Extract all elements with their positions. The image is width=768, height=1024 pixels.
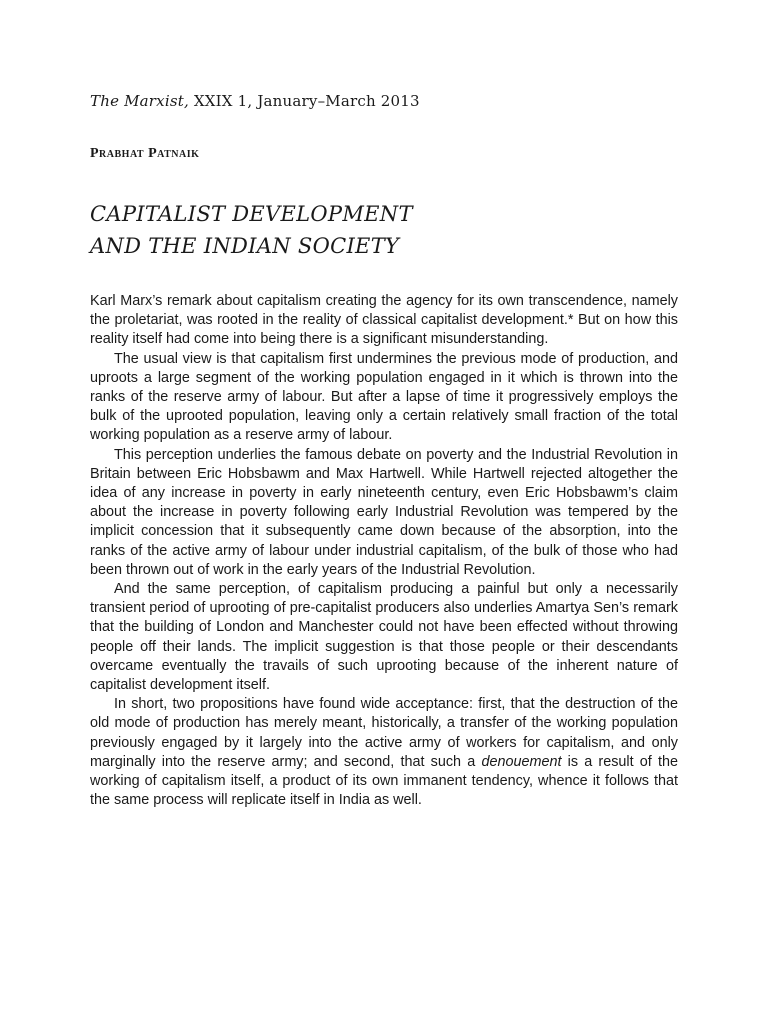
paragraph-2: The usual view is that capitalism first undermines the previous mode of production, and uproots a large segment of the working population engaged in it which is thrown into the ranks of the reserve army of labour. But after a lapse of time it progressively employs the bulk of the uprooted population, leaving only a certain relatively small fraction of the total working population as a reserve army of labour.: [90, 350, 678, 444]
paragraph-5: [90, 695, 678, 810]
journal-citation: [90, 92, 420, 110]
paragraph-4: And the same perception, of capitalism producing a painful but only a necessarily transient period of uprooting of pre-capitalist producers also underlies Amartya Sen’s remark that the building of London and Manchester could not have been effected without throwing people off their lands. The implicit suggestion is that those people or their descendants overcame eventually the travails of such uprooting because of the inherent nature of capitalist development itself.: [90, 581, 678, 694]
author-name: Prabhat Patnaik: [90, 146, 200, 161]
paragraph-5-emphasis: denouement: [481, 753, 562, 770]
document-page: [90, 0, 678, 1024]
article-title-line-2: AND THE INDIAN SOCIETY: [90, 234, 400, 258]
article-title-line-1: CAPITALIST DEVELOPMENT: [90, 202, 413, 226]
paragraph-3: This perception underlies the famous debate on poverty and the Industrial Revolution in Britain between Eric Hobsbawm and Max Hartwell. While Hartwell rejected altogether the idea of any increase in poverty in early nineteenth century, even Eric Hobsbawm’s claim about the increase in poverty following early Industrial Revolution was tempered by the implicit concession that it subsequently came down because of the absorption, into the ranks of the active army of labour under industrial capitalism, of the bulk of those who had been thrown out of work in the early years of the Industrial Revolution.: [90, 446, 678, 578]
paragraph-5-part-2: is a result of the working of capitalism itself, a product of its own immanent tendency, whence it follows that the same process will replicate itself in India as well.: [90, 753, 678, 809]
journal-name: The Marxist,: [90, 92, 189, 110]
paragraph-1: Karl Marx’s remark about capitalism creating the agency for its own transcendence, namely the proletariat, was rooted in the reality of classical capitalist development.* But on how this reality itself had come into being there is a significant misunderstanding.: [90, 293, 678, 348]
article-title: [90, 198, 413, 262]
article-body: [90, 292, 678, 810]
paragraph-5-part-1: In short, two propositions have found wide acceptance: first, that the destruction of the old mode of production has merely meant, historically, a transfer of the working population previously engaged by it largely into the active army of workers for capitalism, and only marginally into the reserve army; and second, that such a: [90, 696, 678, 770]
journal-issue: XXIX 1, January–March 2013: [188, 92, 420, 110]
